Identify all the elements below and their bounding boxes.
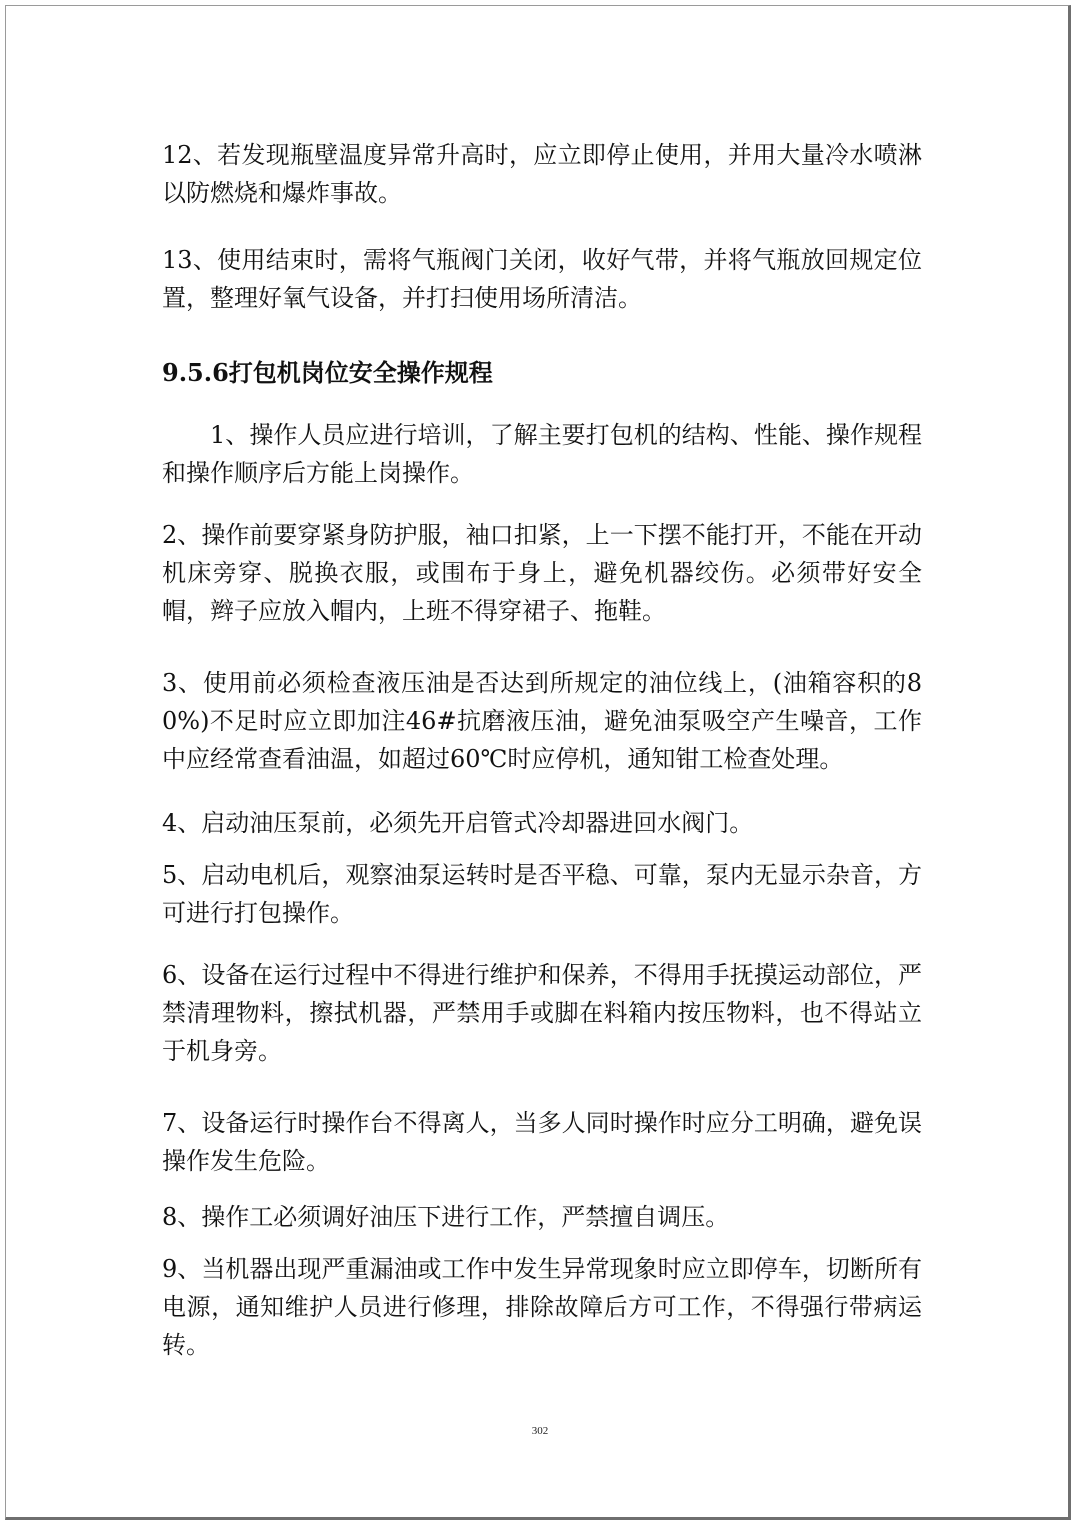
section-heading: 9.5.6打包机岗位安全操作规程 [162,358,493,387]
list-item-7: 7、设备运行时操作台不得离人，当多人同时操作时应分工明确，避免误操作发生危险。 [162,1109,922,1175]
list-item-5: 5、启动电机后，观察油泵运转时是否平稳、可靠，泵内无显示杂音，方可进行打包操作。 [162,861,922,927]
document-body [162,136,922,1364]
paragraph-13: 13、使用结束时，需将气瓶阀门关闭，收好气带，并将气瓶放回规定位置，整理好氧气设备，并打扫使用场所清洁。 [162,246,922,312]
list-item-8: 8、操作工必须调好油压下进行工作，严禁擅自调压。 [162,1203,730,1231]
list-item-1: 1、操作人员应进行培训，了解主要打包机的结构、性能、操作规程和操作顺序后方能上岗操作。 [162,421,922,487]
list-item-4: 4、启动油压泵前，必须先开启管式冷却器进回水阀门。 [162,809,754,837]
list-item-2: 2、操作前要穿紧身防护服，袖口扣紧，上一下摆不能打开，不能在开动机床旁穿、脱换衣服，或围布于身上，避免机器绞伤。必须带好安全帽，辫子应放入帽内，上班不得穿裙子、拖鞋。 [162,521,922,625]
list-item-6: 6、设备在运行过程中不得进行维护和保养，不得用手抚摸运动部位，严禁清理物料，擦拭机器，严禁用手或脚在料箱内按压物料，也不得站立于机身旁。 [162,961,922,1065]
list-item-3: 3、使用前必须检查液压油是否达到所规定的油位线上，(油箱容积的80%)不足时应立即加注46#抗磨液压油，避免油泵吸空产生噪音，工作中应经常查看油温，如超过60℃时应停机，通知钳工检查处理。 [162,669,922,773]
paragraph-12: 12、若发现瓶壁温度异常升高时，应立即停止使用，并用大量冷水喷淋以防燃烧和爆炸事故。 [162,141,922,207]
list-item-9: 9、当机器出现严重漏油或工作中发生异常现象时应立即停车，切断所有电源，通知维护人员进行修理，排除故障后方可工作，不得强行带病运转。 [162,1255,922,1359]
page-number: 302 [531,1425,549,1437]
